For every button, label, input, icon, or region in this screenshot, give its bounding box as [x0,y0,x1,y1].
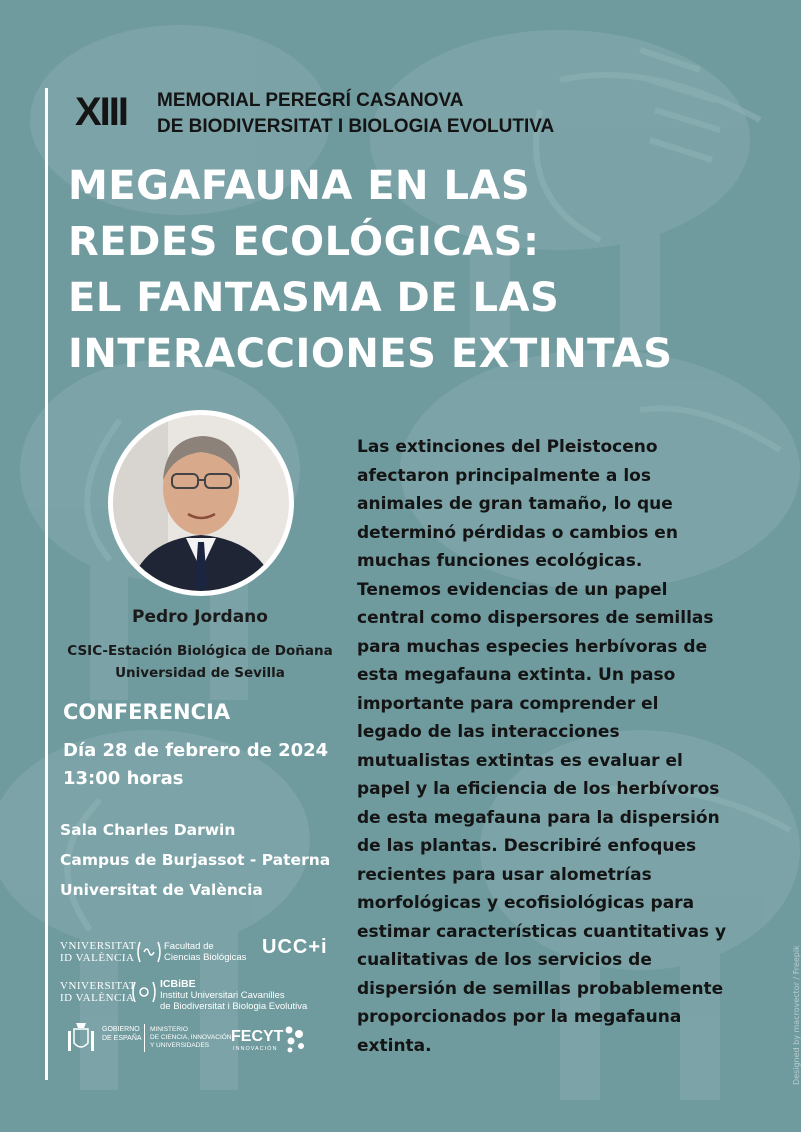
abstract-line: proporcionados por la megafauna [357,1007,682,1027]
uv-logo-1-line-2: ID VALÈNCIA [60,952,135,964]
fecyt-subtitle: INNOVACIÓN [233,1046,278,1052]
faculty-line-1: Facultad de [164,941,214,952]
abstract-line: Las extinciones del Pleistoceno [357,437,658,457]
faculty-line-2: Ciencias Biológicas [164,952,247,963]
speaker-portrait [108,410,294,596]
icbibe-line-2: de Biodiversitat i Biologia Evolutiva [160,1001,308,1012]
uv-logo-2-line-2: ID VALÈNCIA [60,992,135,1004]
abstract-line: Tenemos evidencias de un papel [357,579,668,600]
event-type: CONFERENCIA [63,700,231,724]
abstract-line: muchas funciones ecológicas. [357,551,643,571]
uv-logo-2-line-1: VNIVERSITAT [60,980,137,992]
abstract-line: afectaron principalmente a los [357,465,651,486]
talk-title-line: MEGAFAUNA EN LAS [68,163,531,209]
abstract-line: recientes para usar alometrías [357,864,652,885]
venue-university: Universitat de València [60,881,263,899]
ministry-line-3: Y UNIVERSIDADES [150,1042,210,1049]
talk-title [68,158,793,382]
venue-room: Sala Charles Darwin [60,821,236,839]
image-credit: Designed by macrovector / Freepik [792,945,801,1085]
speaker-name: Pedro Jordano [132,607,268,627]
abstract-line: mutualistas extintas es evaluar el [357,750,683,771]
abstract-line: importante para comprender el [357,693,659,714]
spain-coat-of-arms-icon [66,1021,96,1055]
venue-campus: Campus de Burjassot - Paterna [60,851,331,869]
abstract-line: papel y la eficiencia de los herbívoros [357,779,720,799]
talk-title-line: INTERACCIONES EXTINTAS [68,331,673,377]
fecyt-dots-icon [283,1024,307,1054]
abstract-line: legado de las interacciones [357,722,620,742]
fecyt-logo: FECYT [231,1028,284,1045]
abstract [357,433,797,1060]
speaker-affiliation-1: CSIC-Estación Biológica de Doñana [67,643,333,659]
series-roman-numeral: XIII [75,90,128,134]
icbibe-name: ICBiBE [160,978,196,990]
event-time: 13:00 horas [63,768,184,789]
abstract-line: animales de gran tamaño, lo que [357,494,673,514]
talk-title-line: REDES ECOLÓGICAS: [68,219,540,265]
abstract-line: estimar características cuantitativas y [357,921,727,942]
logo-divider [144,1024,145,1052]
ministry-line-1: MINISTERIO [150,1026,188,1033]
abstract-line: cualitativas de los servicios de [357,950,652,970]
abstract-line: morfológicas y ecofisiológicas para [357,893,695,913]
abstract-line: esta megafauna extinta. Un paso [357,665,676,685]
abstract-line: central como dispersores de semillas [357,608,714,628]
abstract-line: de las plantas. Describiré enfoques [357,836,697,856]
event-date: Día 28 de febrero de 2024 [63,740,329,761]
abstract-line: dispersión de semillas probablemente [357,978,724,999]
talk-title-line: EL FANTASMA DE LAS [68,275,560,321]
series-title-line-1: MEMORIAL PEREGRÍ CASANOVA [157,90,464,111]
abstract-line: para muchas especies herbívoras de [357,636,708,657]
icbibe-emblem-icon [130,980,158,1004]
abstract-line: extinta. [357,1035,432,1056]
vertical-accent-line [45,88,48,1080]
gov-line-2: DE ESPAÑA [102,1035,142,1042]
speaker-affiliation-2: Universidad de Sevilla [115,665,285,681]
abstract-line: determinó pérdidas o cambios en [357,522,678,543]
uv-logo-1-line-1: VNIVERSITAT [60,940,137,952]
ucci-logo: UCC+i [262,936,328,958]
icbibe-line-1: Institut Universitari Cavanilles [160,990,285,1001]
ministry-line-2: DE CIENCIA, INNOVACIÓN [150,1034,232,1041]
gov-line-1: GOBIERNO [102,1026,140,1033]
abstract-line: de esta megafauna para la dispersión [357,807,720,828]
series-title-line-2: DE BIODIVERSITAT I BIOLOGIA EVOLUTIVA [157,116,555,137]
faculty-emblem-icon [135,940,163,964]
